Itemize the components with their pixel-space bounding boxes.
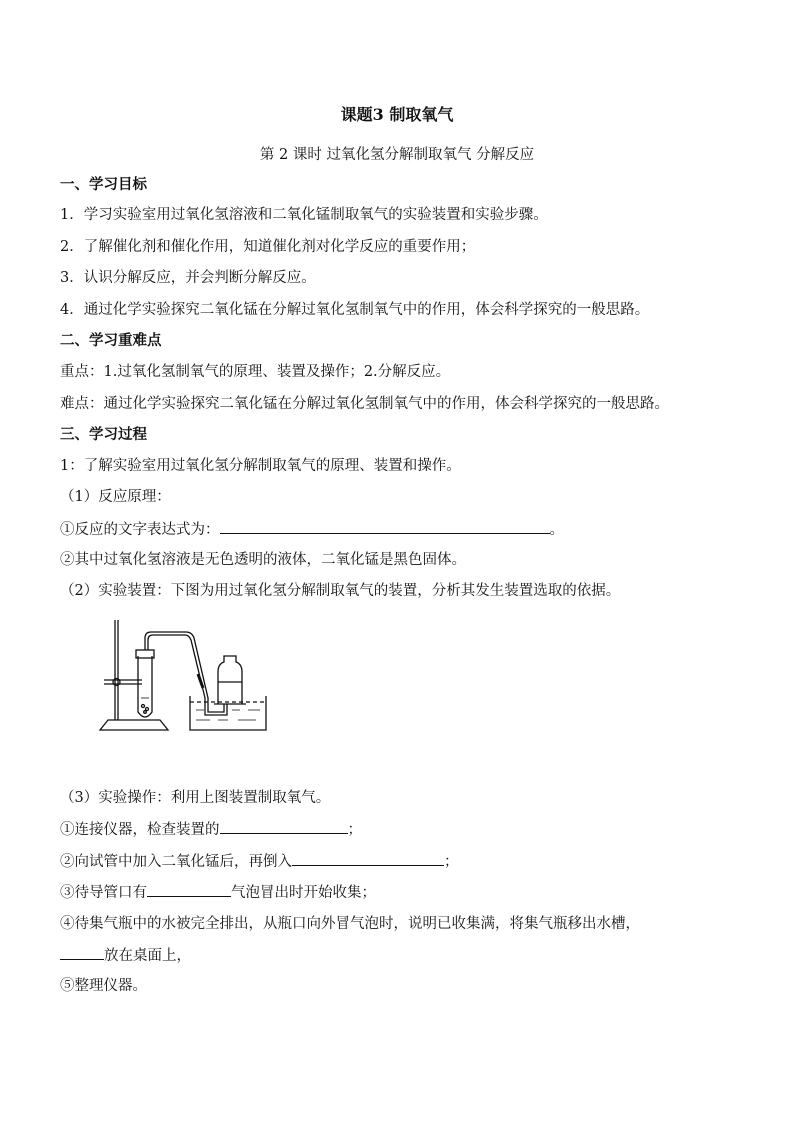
apparatus-label: （2）实验装置：下图为用过氧化氢分解制取氧气的装置，分析其发生装置选取的依据。	[60, 583, 621, 599]
step-4-line: ④待集气瓶中的水被完全排出，从瓶口向外冒气泡时，说明已收集满，将集气瓶移出水槽，	[60, 916, 640, 932]
step-5-line: ⑤整理仪器。	[60, 978, 147, 994]
step-4-continued	[60, 945, 191, 966]
step-1-line	[60, 819, 362, 840]
step-4-end: 放在桌面上，	[104, 948, 191, 964]
step-2-end: ；	[444, 854, 459, 870]
objective-item-3: 3．认识分解反应，并会判断分解反应。	[60, 270, 316, 286]
objective-item-1: 1．学习实验室用过氧化氢溶液和二氧化锰制取氧气的实验装置和实验步骤。	[60, 207, 548, 223]
word-equation-prompt: ①反应的文字表达式为：	[60, 522, 220, 538]
page-title: 课题3 制取氧气	[340, 105, 454, 124]
reagent-description: ②其中过氧化氢溶液是无色透明的液体，二氧化锰是黑色固体。	[60, 552, 466, 568]
objective-item-2: 2．了解催化剂和催化作用，知道催化剂对化学反应的重要作用；	[60, 239, 476, 255]
step-2-line	[60, 851, 459, 872]
step-2-blank[interactable]	[292, 851, 444, 866]
page-subtitle: 第 2 课时 过氧化氢分解制取氧气 分解反应	[259, 147, 535, 163]
section-heading-key-points: 二、学习重难点	[60, 332, 162, 349]
difficult-point-text: 难点：通过化学实验探究二氧化锰在分解过氧化氢制氧气中的作用，体会科学探究的一般思路。	[60, 396, 669, 412]
collecting-bottle	[218, 656, 242, 704]
water-trough	[190, 696, 266, 730]
step-2-text: ②向试管中加入二氧化锰后，再倒入	[60, 854, 292, 870]
step-3-blank[interactable]	[147, 882, 231, 897]
step-1-blank[interactable]	[220, 819, 348, 834]
rubber-stopper	[136, 650, 154, 658]
apparatus-diagram	[90, 612, 275, 744]
step-3-end: 气泡冒出时开始收集；	[231, 885, 376, 901]
delivery-tube	[145, 632, 224, 712]
word-equation-blank[interactable]	[220, 519, 550, 534]
objective-item-4: 4．通过化学实验探究二氧化锰在分解过氧化氢制氧气中的作用，体会科学探究的一般思路。	[60, 302, 650, 318]
step-3-line	[60, 882, 376, 903]
reaction-principle-label: （1）反应原理：	[60, 489, 171, 505]
word-equation-end: 。	[549, 522, 564, 538]
step-4-blank[interactable]	[60, 945, 104, 960]
stand-base	[100, 720, 168, 730]
test-tube	[138, 656, 152, 717]
operation-label: （3）实验操作：利用上图装置制取氧气。	[60, 790, 331, 806]
key-point-text: 重点：1.过氧化氢制氧气的原理、装置及操作；2.分解反应。	[60, 364, 451, 380]
step-3-text: ③待导管口有	[60, 885, 147, 901]
step-1-text: ①连接仪器，检查装置的	[60, 822, 220, 838]
section-heading-objectives: 一、学习目标	[60, 176, 147, 193]
step-1-end: ；	[347, 822, 362, 838]
process-intro: 1：了解实验室用过氧化氢分解制取氧气的原理、装置和操作。	[60, 458, 461, 474]
word-equation-line	[60, 519, 564, 540]
section-heading-process: 三、学习过程	[60, 426, 147, 443]
